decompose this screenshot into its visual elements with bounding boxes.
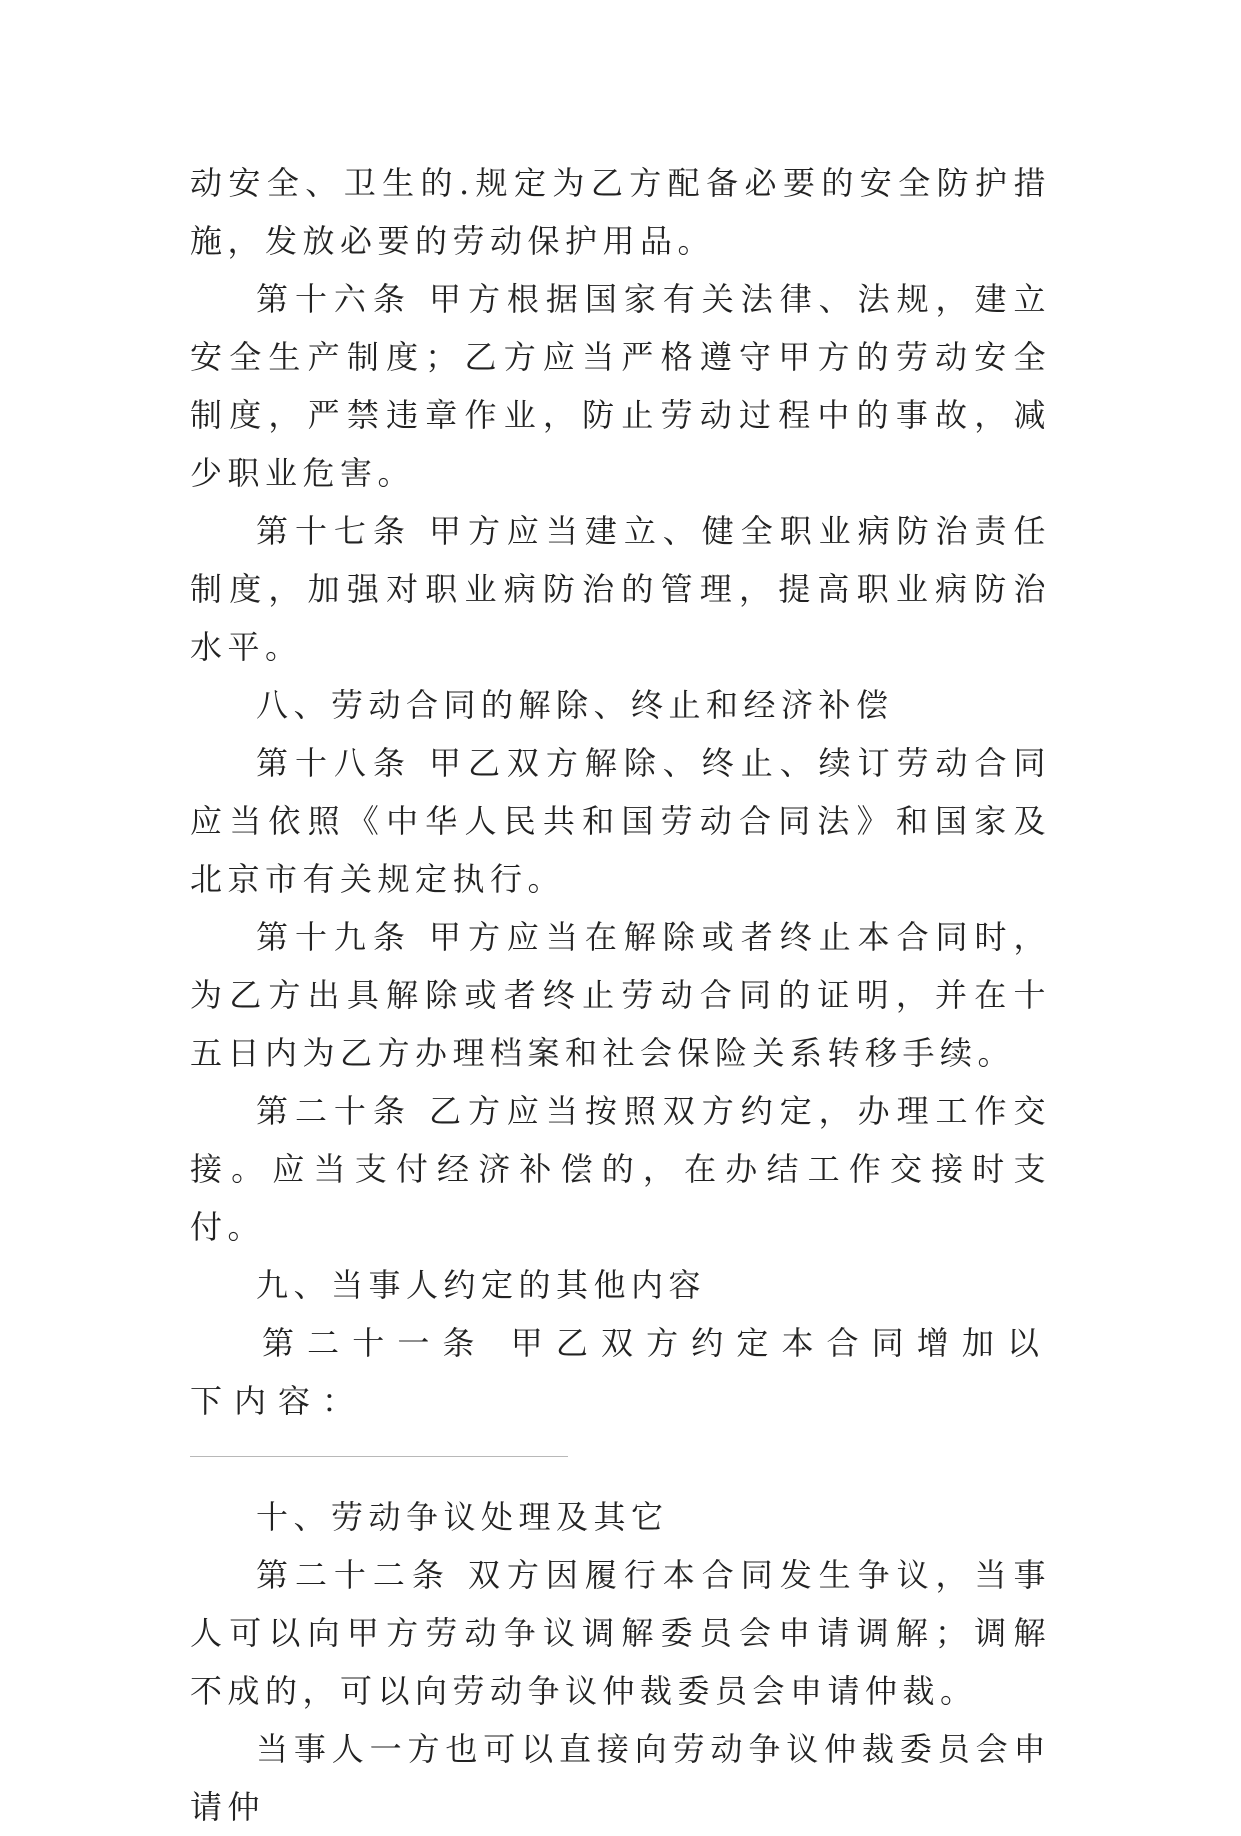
- section-9-heading: 九、当事人约定的其他内容: [256, 1266, 707, 1304]
- section-10-heading: 十、劳动争议处理及其它: [256, 1498, 669, 1536]
- fill-in-underline: [190, 1456, 568, 1457]
- article-16: 第十六条 甲方根据国家有关法律、法规，建立安全生产制度；乙方应当严格遵守甲方的劳动安全制度，严禁违章作业，防止劳动过程中的事故，减少职业危害。: [190, 280, 1051, 492]
- article-19: 第十九条 甲方应当在解除或者终止本合同时，为乙方出具解除或者终止劳动合同的证明，并在十五日内为乙方办理档案和社会保险关系转移手续。: [190, 918, 1051, 1072]
- contract-body: [190, 154, 1051, 1836]
- section-8-heading: 八、劳动合同的解除、终止和经济补偿: [256, 686, 894, 724]
- article-18: 第十八条 甲乙双方解除、终止、续订劳动合同应当依照《中华人民共和国劳动合同法》和国家及北京市有关规定执行。: [190, 744, 1051, 898]
- paragraph-labor-safety-continued: 动安全、卫生的.规定为乙方配备必要的安全防护措施，发放必要的劳动保护用品。: [190, 164, 1051, 260]
- article-21: 第二十一条 甲乙双方约定本合同增加以下内容：: [190, 1324, 1051, 1420]
- paragraph-direct-arbitration: 当事人一方也可以直接向劳动争议仲裁委员会申请仲: [190, 1730, 1051, 1826]
- article-22: 第二十二条 双方因履行本合同发生争议，当事人可以向甲方劳动争议调解委员会申请调解；调解不成的，可以向劳动争议仲裁委员会申请仲裁。: [190, 1556, 1051, 1710]
- fill-in-blank-line: [190, 1430, 1051, 1488]
- article-20: 第二十条 乙方应当按照双方约定，办理工作交接。应当支付经济补偿的，在办结工作交接时支付。: [190, 1092, 1051, 1246]
- article-17: 第十七条 甲方应当建立、健全职业病防治责任制度，加强对职业病防治的管理，提高职业病防治水平。: [190, 512, 1051, 666]
